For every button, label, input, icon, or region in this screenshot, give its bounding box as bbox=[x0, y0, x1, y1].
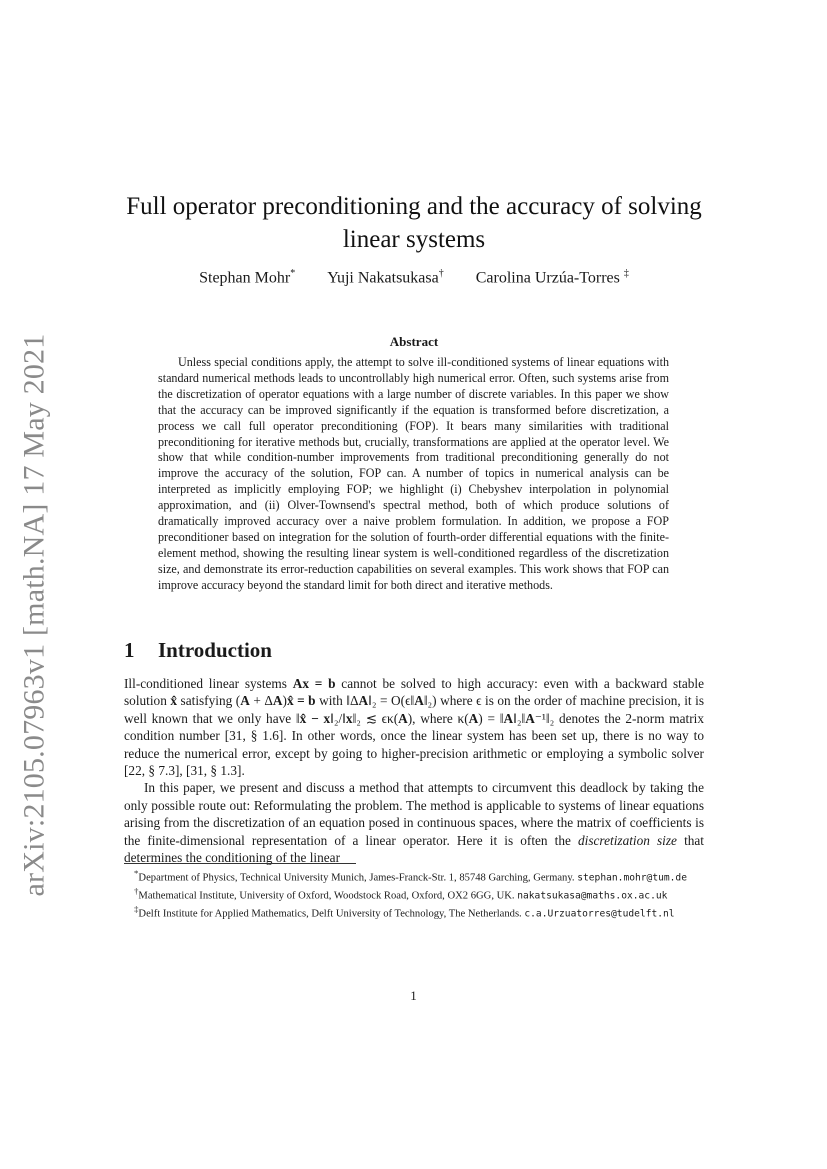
paper-title: Full operator preconditioning and the accuracy of solving linear systems bbox=[126, 193, 702, 253]
section-heading bbox=[124, 638, 272, 663]
footnote: *Department of Physics, Technical University Munich, James-Franck-Str. 1, 85748 Garching, Germany. stephan.mohr@tum.de bbox=[134, 868, 687, 884]
author: Yuji Nakatsukasa† bbox=[327, 268, 444, 287]
abstract-heading: Abstract bbox=[389, 334, 439, 349]
arxiv-stamp bbox=[14, 335, 54, 895]
footnote: †Mathematical Institute, University of Oxford, Woodstock Road, Oxford, OX2 6GG, UK. nakatsukasa@maths.ox.ac.uk bbox=[134, 886, 668, 902]
arxiv-stamp-text: arXiv:2105.07963v1 [math.NA] 17 May 2021 bbox=[17, 333, 50, 897]
author-list bbox=[120, 268, 708, 287]
page-number: 1 bbox=[410, 988, 417, 1003]
author: Stephan Mohr* bbox=[199, 268, 296, 287]
intro-paragraph-2: In this paper, we present and discuss a method that attempts to circumvent this deadlock by taking the only possible route out: Reformulating the problem. The method is applicable to systems of linear equations arising from the discretization of an equation posed in continuous spaces, where the matrix of coefficients is the finite-dimensional representation of a linear operator. Here it is often the discretization size that determines the conditioning of the linear bbox=[124, 780, 705, 866]
section-title: Introduction bbox=[158, 638, 272, 662]
footnote-rule bbox=[124, 863, 356, 864]
abstract-text: Unless special conditions apply, the attempt to solve ill-conditioned systems of linear equations with standard numerical methods leads to uncontrollably high numerical error. Often, such systems arise from the discretization of operator equations with a large number of discrete variables. In this paper we show that the accuracy can be improved significantly if the equation is transformed before discretization, a process we call full operator preconditioning (FOP). It bears many similarities with traditional preconditioning for iterative methods but, crucially, transformations are applied at the operator level. We show that while condition-number improvements from traditional preconditioning generally do not improve the accuracy of the solution, FOP can. A number of topics in numerical analysis can be interpreted as implicitly employing FOP; we highlight (i) Chebyshev interpolation in polynomial approximation, and (ii) Olver-Townsend's spectral method, both of which produce solutions of dramatically improved accuracy over a naive problem formulation. In addition, we propose a FOP preconditioner based on integration for the solution of fourth-order differential equations with the finite-element method, showing the resulting linear system is well-conditioned regardless of the discretization size, and demonstrate its error-reduction capabilities on several examples. This work shows that FOP can improve accuracy beyond the standard limit for both direct and iterative methods. bbox=[158, 355, 669, 592]
footnotes bbox=[124, 867, 704, 921]
intro-paragraph-1: Ill-conditioned linear systems Ax = b cannot be solved to high accuracy: even with a backward stable solution x̂ satisfying (A + ΔA)x̂ = b with ‖ΔA‖₂ = O(ϵ‖A‖₂) where ϵ is on the order of machine precision, it is well known that we only have ‖x̂ − x‖₂/‖x‖₂ ≲ ϵκ(A), where κ(A) = ‖A‖₂‖A⁻¹‖₂ denotes the 2-norm matrix condition number [31, § 1.6]. In other words, once the linear system has been set up, there is no way to reduce the numerical error, except by going to higher-precision arithmetic or employing a symbolic solver [22, § 7.3], [31, § 1.3]. bbox=[124, 676, 705, 779]
email-link[interactable]: c.a.Urzuatorres@tudelft.nl bbox=[524, 908, 675, 920]
footnote: ‡Delft Institute for Applied Mathematics, Delft University of Technology, The Netherlands. c.a.Urzuatorres@tudelft.nl bbox=[134, 904, 675, 920]
email-link[interactable]: nakatsukasa@maths.ox.ac.uk bbox=[517, 890, 668, 902]
intro-body bbox=[124, 675, 704, 866]
section-number: 1 bbox=[124, 638, 135, 662]
author: Carolina Urzúa-Torres ‡ bbox=[475, 268, 629, 287]
email-link[interactable]: stephan.mohr@tum.de bbox=[577, 872, 687, 884]
